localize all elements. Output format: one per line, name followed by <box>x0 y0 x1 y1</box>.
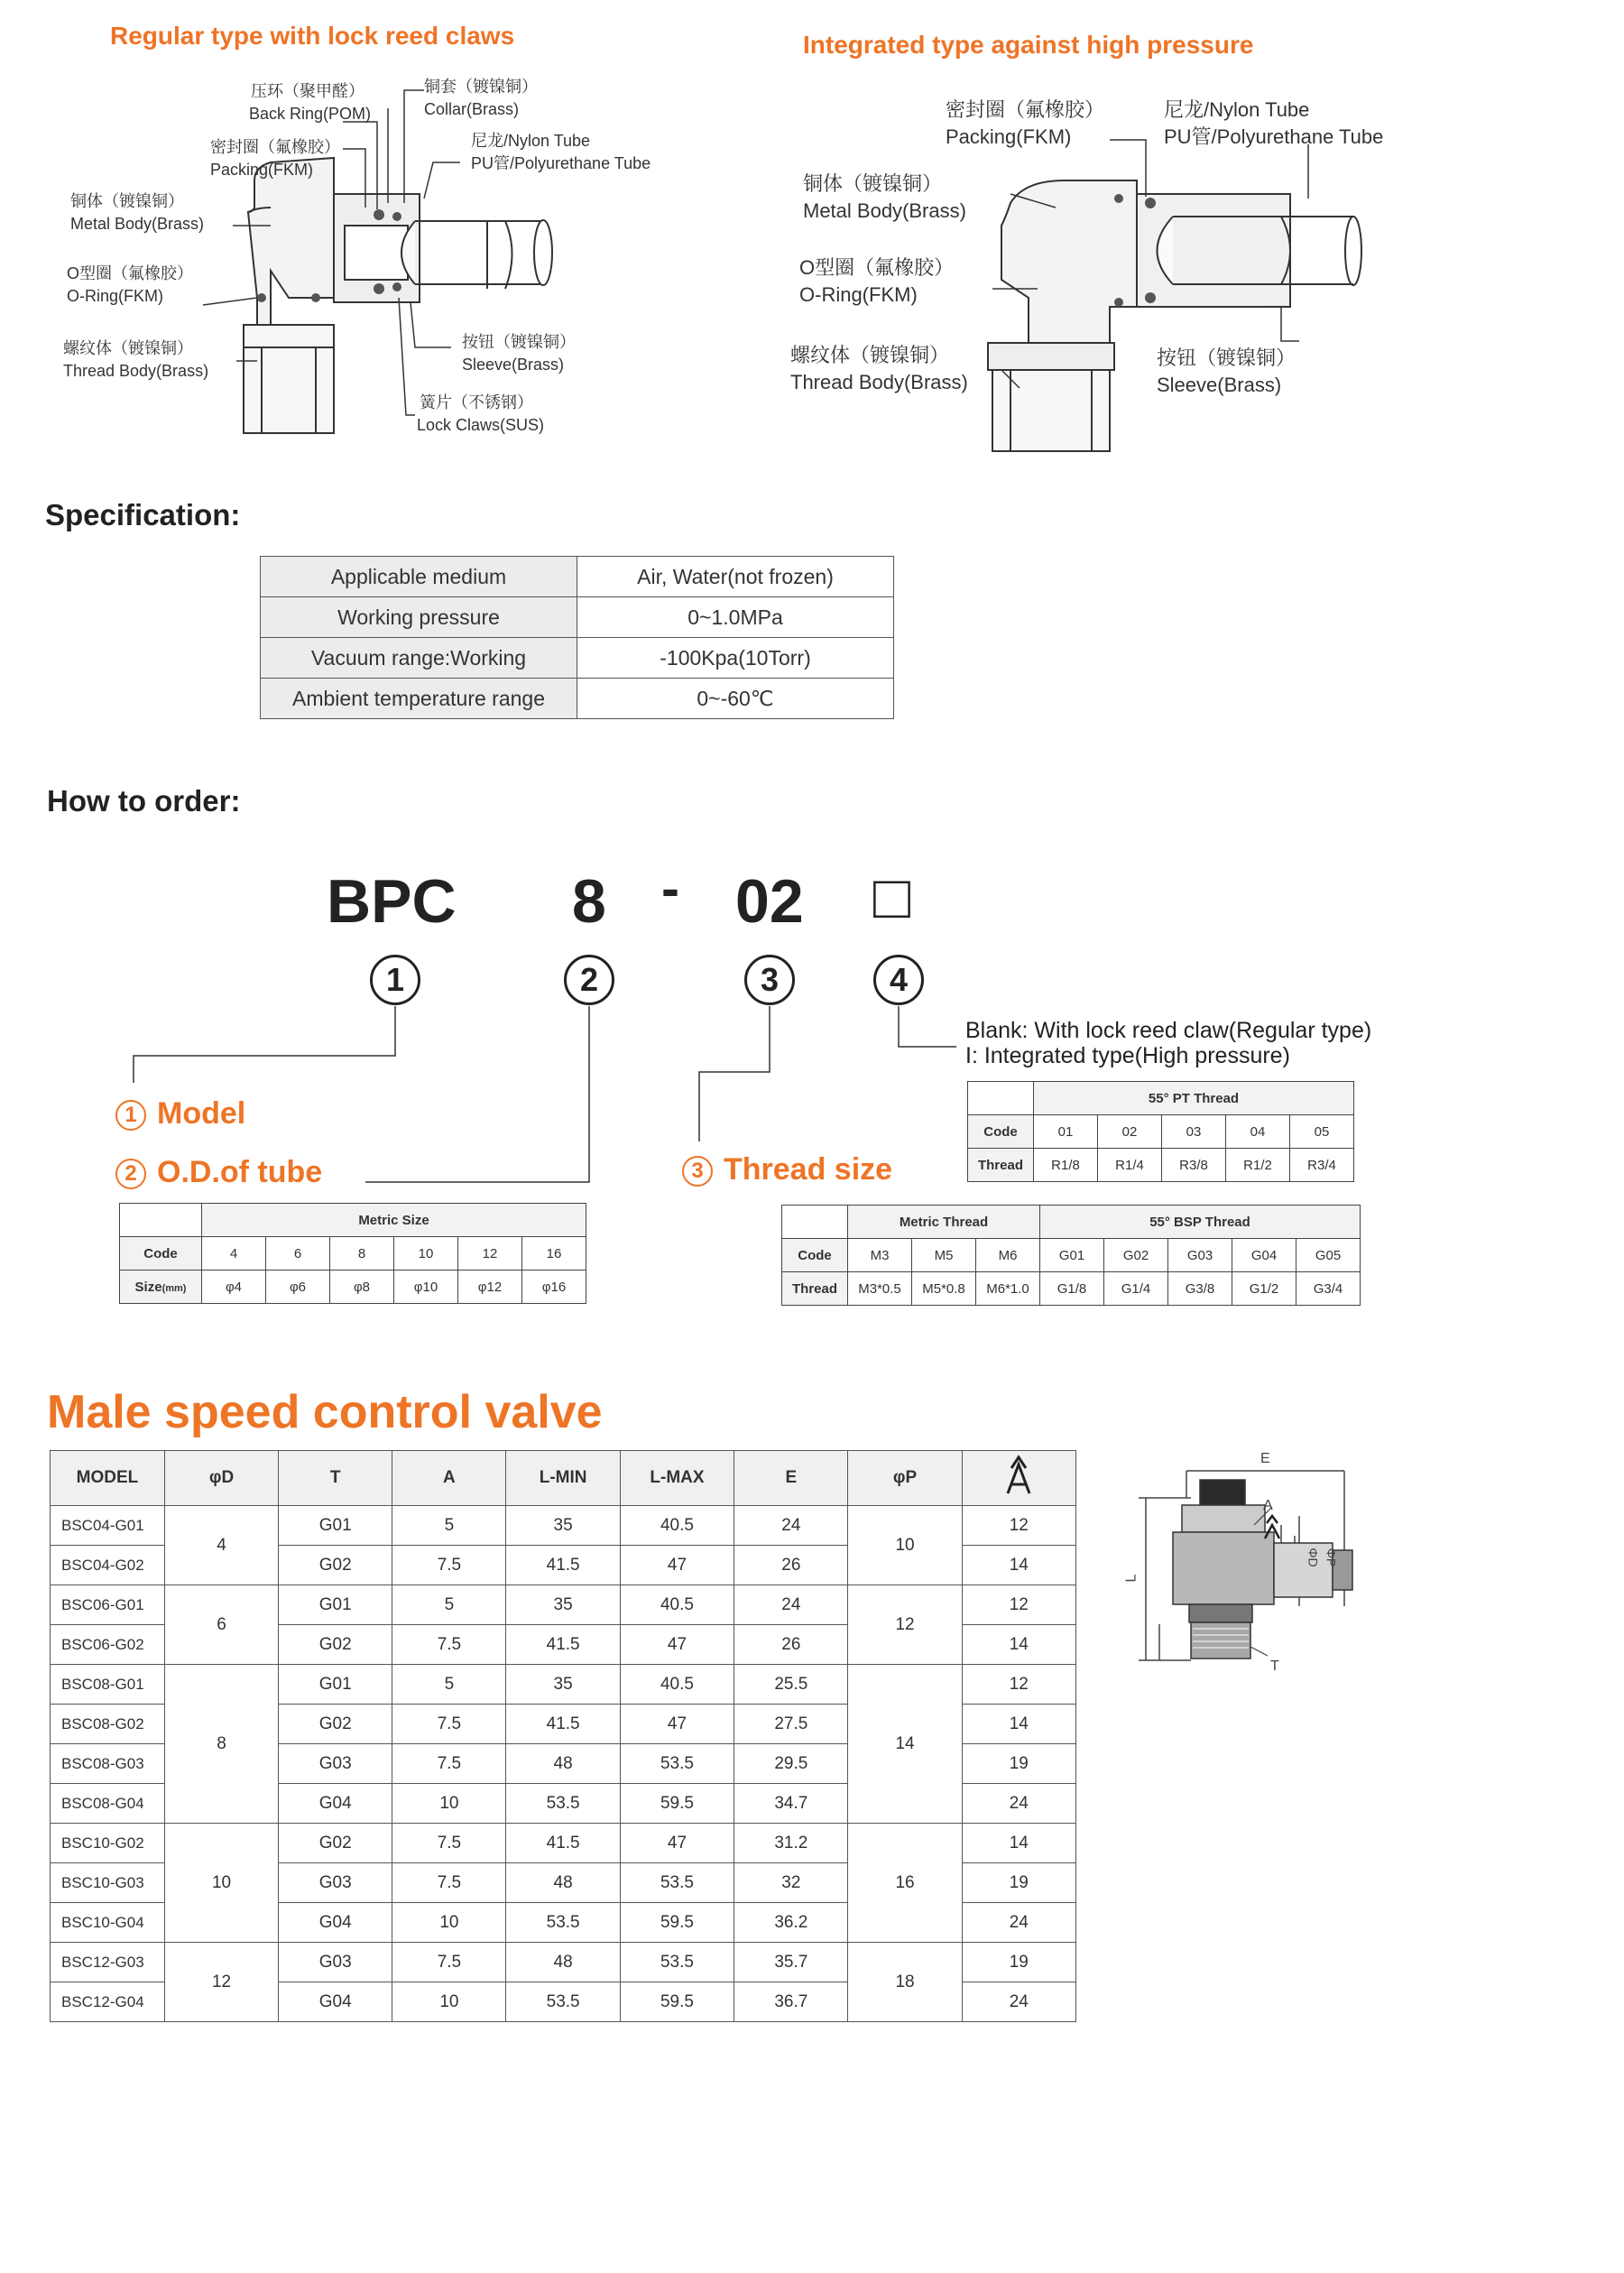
cell-lmin: 41.5 <box>506 1625 620 1665</box>
order-model-circle: 1 <box>115 1100 146 1131</box>
cell-lmin: 35 <box>506 1506 620 1546</box>
cell-lmin: 53.5 <box>506 1903 620 1943</box>
label-metal-body-en: Metal Body(Brass) <box>70 215 205 233</box>
cell-d: 6 <box>164 1585 278 1665</box>
metric-code: 12 <box>458 1237 522 1270</box>
label-back-ring-en: Back Ring(POM) <box>249 105 372 123</box>
cell-a: 7.5 <box>392 1705 506 1744</box>
cell-lmin: 41.5 <box>506 1705 620 1744</box>
metric-code: 16 <box>522 1237 586 1270</box>
cell-p: 16 <box>848 1824 962 1943</box>
cell-model: BSC06-G02 <box>51 1625 165 1665</box>
thread-code: G01 <box>1040 1239 1104 1272</box>
r-label-metal-body-en: Metal Body(Brass) <box>803 199 966 222</box>
thread-value: M3*0.5 <box>848 1272 912 1306</box>
right-diagram-title: Integrated type against high pressure <box>803 31 1254 59</box>
cell-lmax: 59.5 <box>620 1784 734 1824</box>
thread-bsp-header: 55° BSP Thread <box>1040 1206 1361 1239</box>
cell-a: 5 <box>392 1665 506 1705</box>
cell-lmax: 47 <box>620 1824 734 1863</box>
cell-model: BSC06-G01 <box>51 1585 165 1625</box>
cell-wrench: 24 <box>962 1784 1075 1824</box>
cell-t: G04 <box>279 1903 392 1943</box>
thread-code: G04 <box>1232 1239 1296 1272</box>
valve-title: Male speed control valve <box>47 1386 603 1438</box>
spec-key: Vacuum range:Working <box>261 638 577 679</box>
cell-lmax: 59.5 <box>620 1982 734 2022</box>
col-t: T <box>279 1451 392 1506</box>
how-to-order-title: How to order: <box>47 784 241 818</box>
order-code-od: 8 <box>572 867 606 936</box>
order-thread-text: Thread size <box>724 1152 893 1187</box>
metric-size: φ8 <box>330 1270 394 1304</box>
r-label-sleeve-en: Sleeve(Brass) <box>1157 374 1282 396</box>
cell-t: G02 <box>279 1824 392 1863</box>
cell-wrench: 14 <box>962 1824 1075 1863</box>
cell-model: BSC08-G01 <box>51 1665 165 1705</box>
thread-value: M6*1.0 <box>976 1272 1040 1306</box>
cell-model: BSC12-G03 <box>51 1943 165 1982</box>
label-packing-cn: 密封圈（氟橡胶） <box>210 138 340 156</box>
order-od-circle: 2 <box>115 1159 146 1189</box>
cell-t: G03 <box>279 1863 392 1903</box>
r-label-thread-body-en: Thread Body(Brass) <box>790 371 968 393</box>
spec-value: -100Kpa(10Torr) <box>577 638 894 679</box>
r-label-pu-tube: PU管/Polyurethane Tube <box>1164 125 1384 148</box>
cell-lmax: 40.5 <box>620 1506 734 1546</box>
label-packing-en: Packing(FKM) <box>210 161 314 179</box>
col-model: MODEL <box>51 1451 165 1506</box>
cell-d: 10 <box>164 1824 278 1943</box>
cell-a: 7.5 <box>392 1546 506 1585</box>
metric-size: φ4 <box>202 1270 266 1304</box>
thread-code: M6 <box>976 1239 1040 1272</box>
valve-dim-t: T <box>1270 1659 1279 1674</box>
order-circle-3: 3 <box>744 955 795 1005</box>
col-lmax: L-MAX <box>620 1451 734 1506</box>
cell-lmax: 47 <box>620 1546 734 1585</box>
cell-wrench: 14 <box>962 1625 1075 1665</box>
order-circle-1: 1 <box>370 955 420 1005</box>
cell-wrench: 24 <box>962 1903 1075 1943</box>
spec-value: 0~-60℃ <box>577 679 894 719</box>
cell-a: 10 <box>392 1903 506 1943</box>
label-collar-en: Collar(Brass) <box>424 100 520 118</box>
thread-code: G03 <box>1168 1239 1232 1272</box>
thread-code: G02 <box>1104 1239 1168 1272</box>
label-sleeve-cn: 按钮（镀镍铜） <box>462 333 576 351</box>
cell-t: G01 <box>279 1665 392 1705</box>
pt-code: 05 <box>1290 1115 1354 1149</box>
cell-model: BSC04-G02 <box>51 1546 165 1585</box>
cell-wrench: 12 <box>962 1585 1075 1625</box>
pt-thread-label: Thread <box>968 1149 1034 1182</box>
cell-model: BSC10-G03 <box>51 1863 165 1903</box>
thread-value: G1/2 <box>1232 1272 1296 1306</box>
cell-t: G04 <box>279 1784 392 1824</box>
cell-model: BSC10-G02 <box>51 1824 165 1863</box>
cell-wrench: 12 <box>962 1665 1075 1705</box>
thread-code: G05 <box>1296 1239 1361 1272</box>
pt-thread: R1/2 <box>1226 1149 1290 1182</box>
order-thread-circle: 3 <box>682 1156 713 1187</box>
cell-e: 35.7 <box>734 1943 848 1982</box>
cell-lmin: 53.5 <box>506 1982 620 2022</box>
cell-model: BSC04-G01 <box>51 1506 165 1546</box>
cell-a: 10 <box>392 1784 506 1824</box>
label-pu-tube: PU管/Polyurethane Tube <box>471 154 651 172</box>
cell-t: G03 <box>279 1744 392 1784</box>
label-nylon-tube: 尼龙/Nylon Tube <box>471 132 591 150</box>
cell-wrench: 14 <box>962 1705 1075 1744</box>
col-lmin: L-MIN <box>506 1451 620 1506</box>
order-code-thread: 02 <box>735 867 804 936</box>
label-oring-en: O-Ring(FKM) <box>67 287 163 305</box>
cell-e: 29.5 <box>734 1744 848 1784</box>
order-code-series: BPC <box>327 867 457 936</box>
cell-a: 5 <box>392 1585 506 1625</box>
pt-thread: R1/4 <box>1098 1149 1162 1182</box>
cell-lmin: 41.5 <box>506 1824 620 1863</box>
order-circle-4: 4 <box>873 955 924 1005</box>
cell-e: 24 <box>734 1585 848 1625</box>
specification-title: Specification: <box>45 498 241 531</box>
r-label-oring-en: O-Ring(FKM) <box>799 283 918 306</box>
r-label-oring-cn: O型圈（氟橡胶） <box>799 256 955 279</box>
label-lock-claws-en: Lock Claws(SUS) <box>417 416 545 434</box>
cell-a: 7.5 <box>392 1625 506 1665</box>
metric-size-unit: (mm) <box>161 1282 187 1294</box>
cell-wrench: 19 <box>962 1744 1075 1784</box>
metric-code: 10 <box>394 1237 458 1270</box>
spec-key: Ambient temperature range <box>261 679 577 719</box>
metric-size: φ12 <box>458 1270 522 1304</box>
cell-t: G01 <box>279 1506 392 1546</box>
cell-lmax: 59.5 <box>620 1903 734 1943</box>
cell-a: 7.5 <box>392 1943 506 1982</box>
thread-value: G1/4 <box>1104 1272 1168 1306</box>
cell-lmax: 47 <box>620 1705 734 1744</box>
order-suffix-integrated: I: Integrated type(High pressure) <box>965 1043 1290 1068</box>
cell-lmin: 41.5 <box>506 1546 620 1585</box>
cell-lmax: 40.5 <box>620 1665 734 1705</box>
cell-lmax: 47 <box>620 1625 734 1665</box>
metric-code: 6 <box>266 1237 330 1270</box>
pt-code: 04 <box>1226 1115 1290 1149</box>
cell-lmax: 53.5 <box>620 1744 734 1784</box>
cell-d: 12 <box>164 1943 278 2022</box>
cell-lmin: 48 <box>506 1744 620 1784</box>
cell-e: 24 <box>734 1506 848 1546</box>
pt-code: 01 <box>1034 1115 1098 1149</box>
thread-code-label: Code <box>782 1239 848 1272</box>
left-diagram-title: Regular type with lock reed claws <box>110 22 515 50</box>
pt-thread: R1/8 <box>1034 1149 1098 1182</box>
cell-model: BSC12-G04 <box>51 1982 165 2022</box>
r-label-packing-en: Packing(FKM) <box>946 125 1072 148</box>
cell-lmin: 53.5 <box>506 1784 620 1824</box>
cell-p: 18 <box>848 1943 962 2022</box>
cell-a: 10 <box>392 1982 506 2022</box>
cell-p: 12 <box>848 1585 962 1665</box>
cell-t: G02 <box>279 1625 392 1665</box>
spec-key: Working pressure <box>261 597 577 638</box>
cell-wrench: 14 <box>962 1546 1075 1585</box>
label-sleeve-en: Sleeve(Brass) <box>462 356 565 374</box>
pt-header: 55° PT Thread <box>1034 1082 1354 1115</box>
label-collar-cn: 铜套（镀镍铜） <box>424 78 538 96</box>
cell-a: 5 <box>392 1506 506 1546</box>
r-label-packing-cn: 密封圈（氟橡胶） <box>946 98 1105 121</box>
thread-value: G3/4 <box>1296 1272 1361 1306</box>
cell-a: 7.5 <box>392 1863 506 1903</box>
cell-lmax: 40.5 <box>620 1585 734 1625</box>
valve-dim-e: E <box>1260 1451 1270 1466</box>
pt-thread: R3/4 <box>1290 1149 1354 1182</box>
cell-p: 10 <box>848 1506 962 1585</box>
cell-t: G02 <box>279 1705 392 1744</box>
cell-model: BSC08-G03 <box>51 1744 165 1784</box>
cell-d: 8 <box>164 1665 278 1824</box>
metric-code: 4 <box>202 1237 266 1270</box>
pt-thread: R3/8 <box>1162 1149 1226 1182</box>
label-thread-body-en: Thread Body(Brass) <box>63 362 209 380</box>
cell-lmin: 35 <box>506 1665 620 1705</box>
pt-code: 03 <box>1162 1115 1226 1149</box>
label-metal-body-cn: 铜体（镀镍铜） <box>70 192 184 210</box>
cell-e: 34.7 <box>734 1784 848 1824</box>
cell-wrench: 12 <box>962 1506 1075 1546</box>
cell-e: 26 <box>734 1546 848 1585</box>
r-label-thread-body-cn: 螺纹体（镀镍铜） <box>790 344 950 366</box>
cell-wrench: 19 <box>962 1863 1075 1903</box>
order-code-suffix-box: □ <box>873 863 911 931</box>
cell-d: 4 <box>164 1506 278 1585</box>
cell-e: 31.2 <box>734 1824 848 1863</box>
metric-header: Metric Size <box>202 1204 586 1237</box>
thread-value: G3/8 <box>1168 1272 1232 1306</box>
order-od-text: O.D.of tube <box>157 1155 323 1189</box>
col-d: φD <box>164 1451 278 1506</box>
cell-model: BSC08-G04 <box>51 1784 165 1824</box>
col-e: E <box>734 1451 848 1506</box>
cell-p: 14 <box>848 1665 962 1824</box>
cell-e: 26 <box>734 1625 848 1665</box>
r-label-sleeve-cn: 按钮（镀镍铜） <box>1157 346 1296 369</box>
spec-key: Applicable medium <box>261 557 577 597</box>
col-p: φP <box>848 1451 962 1506</box>
cell-e: 32 <box>734 1863 848 1903</box>
pt-code-label: Code <box>968 1115 1034 1149</box>
cell-a: 7.5 <box>392 1824 506 1863</box>
metric-size: φ10 <box>394 1270 458 1304</box>
cell-lmin: 48 <box>506 1943 620 1982</box>
spec-value: 0~1.0MPa <box>577 597 894 638</box>
thread-code: M5 <box>912 1239 976 1272</box>
cell-a: 7.5 <box>392 1744 506 1784</box>
valve-dim-l: L <box>1123 1574 1140 1583</box>
cell-model: BSC10-G04 <box>51 1903 165 1943</box>
cell-e: 25.5 <box>734 1665 848 1705</box>
label-lock-claws-cn: 簧片（不锈钢） <box>420 393 533 411</box>
valve-dim-p: ΦP <box>1324 1548 1339 1567</box>
cell-e: 36.2 <box>734 1903 848 1943</box>
label-oring-cn: O型圈（氟橡胶） <box>67 264 194 282</box>
spec-value: Air, Water(not frozen) <box>577 557 894 597</box>
cell-t: G04 <box>279 1982 392 2022</box>
label-back-ring-cn: 压环（聚甲醛） <box>251 82 364 100</box>
metric-size-text: Size <box>134 1279 162 1295</box>
cell-t: G03 <box>279 1943 392 1982</box>
cell-wrench: 19 <box>962 1943 1075 1982</box>
order-code-dash: - <box>661 858 679 919</box>
thread-value: M5*0.8 <box>912 1272 976 1306</box>
label-thread-body-cn: 螺纹体（镀镍铜） <box>63 339 193 357</box>
thread-thread-label: Thread <box>782 1272 848 1306</box>
r-label-nylon-tube: 尼龙/Nylon Tube <box>1164 98 1310 121</box>
cell-lmax: 53.5 <box>620 1943 734 1982</box>
valve-dim-a: A <box>1263 1498 1273 1513</box>
col-a: A <box>392 1451 506 1506</box>
valve-dim-d: ΦD <box>1306 1548 1321 1567</box>
cell-lmin: 48 <box>506 1863 620 1903</box>
cell-e: 27.5 <box>734 1705 848 1744</box>
order-suffix-blank: Blank: With lock reed claw(Regular type) <box>965 1018 1372 1043</box>
thread-metric-header: Metric Thread <box>848 1206 1040 1239</box>
cell-lmax: 53.5 <box>620 1863 734 1903</box>
thread-code: M3 <box>848 1239 912 1272</box>
metric-size: φ16 <box>522 1270 586 1304</box>
order-model-text: Model <box>157 1096 246 1131</box>
cell-wrench: 24 <box>962 1982 1075 2022</box>
metric-code: 8 <box>330 1237 394 1270</box>
cell-t: G01 <box>279 1585 392 1625</box>
pt-code: 02 <box>1098 1115 1162 1149</box>
cell-model: BSC08-G02 <box>51 1705 165 1744</box>
thread-value: G1/8 <box>1040 1272 1104 1306</box>
metric-size: φ6 <box>266 1270 330 1304</box>
cell-t: G02 <box>279 1546 392 1585</box>
r-label-metal-body-cn: 铜体（镀镍铜） <box>803 172 943 195</box>
order-circle-2: 2 <box>564 955 614 1005</box>
metric-code-label: Code <box>120 1237 202 1270</box>
cell-lmin: 35 <box>506 1585 620 1625</box>
cell-e: 36.7 <box>734 1982 848 2022</box>
